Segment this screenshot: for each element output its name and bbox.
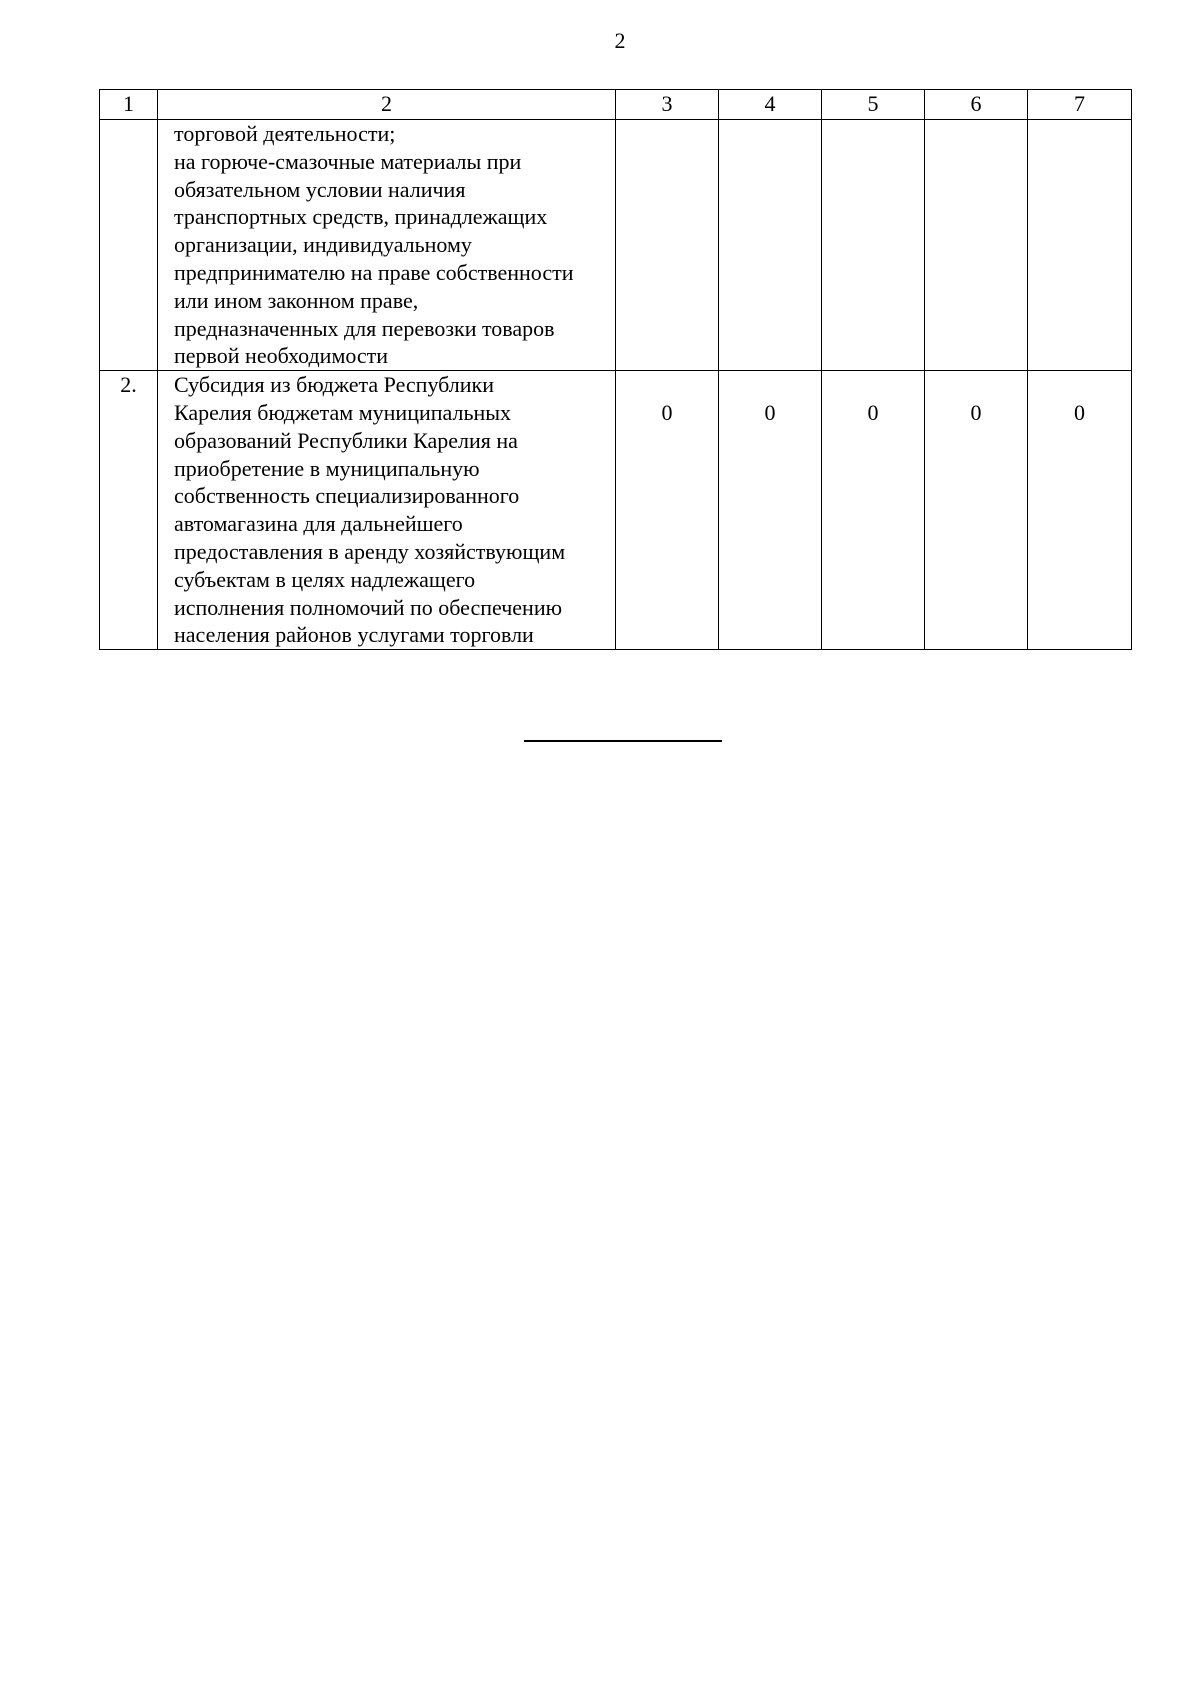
value-cell-col3: 0 — [616, 371, 719, 650]
description-line: торговой деятельности; — [174, 121, 396, 146]
description-line: Субсидия из бюджета Республики — [174, 372, 495, 398]
table-row-continuation — [100, 120, 1132, 371]
value-cell-col4: 0 — [719, 371, 822, 650]
value-cell — [925, 120, 1028, 371]
description-line: автомагазина для дальнейшего — [174, 511, 463, 537]
row-description-cell — [158, 371, 616, 650]
description-line: приобретение в муниципальную — [174, 455, 480, 481]
description-line: предназначенных для перевозки товаров — [174, 315, 555, 341]
value-cell-col5: 0 — [822, 371, 925, 650]
row-number-cell: 2. — [100, 371, 158, 650]
description-line: субъектам в целях надлежащего — [174, 566, 476, 592]
description-line: первой необходимости — [174, 343, 389, 369]
header-cell-6: 6 — [925, 90, 1028, 120]
description-line: на горюче-смазочные материалы при — [174, 148, 522, 174]
row-description-cell — [158, 120, 616, 371]
table-row-2 — [100, 371, 1132, 650]
page-number: 2 — [614, 28, 626, 53]
description-line: исполнения полномочий по обеспечению — [174, 594, 563, 620]
header-cell-3: 3 — [616, 90, 719, 120]
row-number-cell — [100, 120, 158, 371]
value-cell — [616, 120, 719, 371]
description-line: предпринимателю на праве собственности — [174, 259, 574, 285]
description-line: предоставления в аренду хозяйствующим — [174, 538, 566, 564]
description-line: собственность специализированного — [174, 483, 520, 509]
header-cell-1: 1 — [100, 90, 158, 120]
end-divider-line — [524, 740, 722, 742]
value-cell — [1028, 120, 1132, 371]
header-cell-7: 7 — [1028, 90, 1132, 120]
header-cell-5: 5 — [822, 90, 925, 120]
value-cell — [822, 120, 925, 371]
description-line: или ином законном праве, — [174, 287, 419, 313]
description-line: организации, индивидуальному — [174, 232, 472, 258]
description-line: транспортных средств, принадлежащих — [174, 204, 548, 230]
header-cell-2: 2 — [158, 90, 616, 120]
table-header-row — [100, 90, 1132, 120]
value-cell-col7: 0 — [1028, 371, 1132, 650]
description-line: Карелия бюджетам муниципальных — [174, 399, 512, 425]
value-cell-col6: 0 — [925, 371, 1028, 650]
value-cell — [719, 120, 822, 371]
description-line: образований Республики Карелия на — [174, 427, 518, 453]
description-line: населения районов услугами торговли — [174, 622, 534, 648]
header-cell-4: 4 — [719, 90, 822, 120]
budget-table — [99, 89, 1132, 650]
description-line: обязательном условии наличия — [174, 176, 466, 202]
